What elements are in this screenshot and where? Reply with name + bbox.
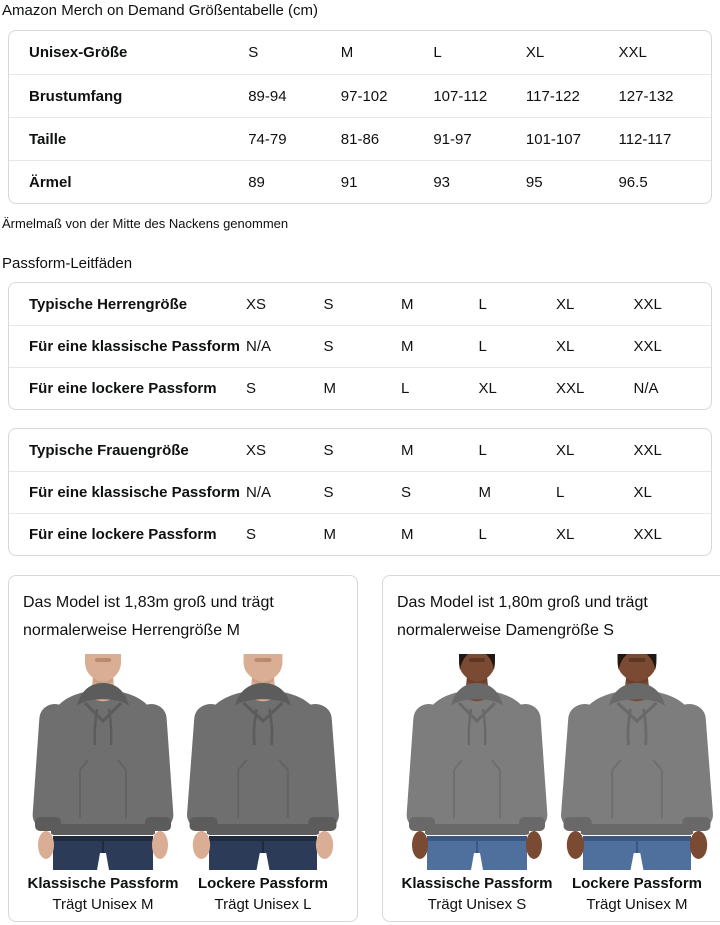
row-label: Typische Frauengröße	[29, 441, 189, 459]
size-cell: 97-102	[340, 87, 388, 105]
size-cell: M	[401, 338, 414, 355]
size-cell: XL	[556, 441, 575, 459]
fit-label: Lockere Passform	[197, 875, 329, 892]
table-row	[9, 367, 711, 409]
size-cell: S	[248, 44, 259, 61]
size-cell: XS	[246, 441, 267, 459]
row-label: Für eine klassische Passform	[29, 484, 240, 501]
size-cell: 93	[433, 173, 451, 191]
size-cell: XXL	[633, 526, 662, 543]
table-row	[9, 31, 711, 74]
wears-label: Trägt Unisex S	[427, 896, 527, 913]
size-cell: L	[556, 484, 565, 501]
male-model-loose-photo	[177, 652, 350, 870]
size-cell: M	[401, 526, 414, 543]
size-cell: 89-94	[248, 87, 287, 105]
size-cell: 95	[525, 173, 543, 191]
size-cell: 96.5	[618, 173, 648, 191]
size-cell: 117-122	[525, 87, 580, 105]
model-cards	[8, 575, 712, 922]
size-cell: L	[433, 44, 442, 61]
row-label: Für eine klassische Passform	[29, 338, 240, 355]
fit-label: Klassische Passform	[27, 875, 179, 892]
row-label: Unisex-Größe	[29, 44, 128, 61]
size-cell: XS	[246, 295, 267, 313]
table-row	[9, 160, 711, 203]
fit-label: Klassische Passform	[401, 875, 553, 892]
size-cell: 101-107	[525, 130, 581, 148]
size-cell: M	[323, 526, 336, 543]
fit-guides-heading: Passform-Leitfäden	[2, 255, 133, 272]
unisex-size-table	[8, 30, 712, 204]
size-cell: S	[323, 295, 334, 313]
model-description: Das Model ist 1,83m groß und trägt normalerweise Herrengröße M	[23, 594, 274, 639]
sleeve-note: Ärmelmaß von der Mitte des Nackens genommen	[2, 216, 289, 231]
size-cell: L	[478, 526, 487, 543]
wears-label: Trägt Unisex L	[214, 896, 312, 913]
table-row	[9, 325, 711, 367]
size-cell: S	[323, 484, 334, 501]
model-figure-loose	[183, 652, 343, 916]
table-row	[9, 74, 711, 117]
row-label: Brustumfang	[29, 87, 123, 105]
size-cell: M	[401, 441, 414, 459]
size-cell: S	[246, 526, 257, 543]
size-cell: S	[323, 338, 334, 355]
size-cell: 89	[248, 173, 265, 191]
row-label: Typische Herrengröße	[29, 295, 188, 313]
page-title: Amazon Merch on Demand Größentabelle (cm)	[2, 2, 318, 19]
size-cell: XXL	[633, 441, 662, 459]
size-cell: L	[478, 441, 487, 459]
size-cell: XXL	[618, 44, 647, 61]
size-cell: XL	[556, 338, 575, 355]
model-description: Das Model ist 1,80m groß und trägt normalerweise Damengröße S	[397, 594, 648, 639]
fit-label: Lockere Passform	[571, 875, 703, 892]
male-model-classic-photo	[23, 652, 183, 870]
fit-table-women	[8, 428, 712, 556]
row-label: Ärmel	[29, 173, 72, 191]
size-cell: M	[323, 380, 336, 397]
size-cell: 127-132	[618, 87, 674, 105]
size-cell: N/A	[633, 380, 659, 397]
row-label: Taille	[29, 130, 67, 148]
size-cell: N/A	[246, 484, 272, 501]
size-cell: 112-117	[618, 130, 672, 148]
table-row	[9, 283, 711, 325]
row-label: Für eine lockere Passform	[29, 380, 217, 397]
size-cell: XXL	[556, 380, 585, 397]
size-cell: S	[323, 441, 334, 459]
wears-label: Trägt Unisex M	[586, 896, 688, 913]
size-cell: 81-86	[340, 130, 380, 148]
size-cell: 74-79	[248, 130, 287, 148]
size-cell: S	[401, 484, 412, 501]
model-figure-classic	[397, 652, 557, 916]
row-label: Für eine lockere Passform	[29, 526, 217, 543]
size-cell: S	[246, 380, 257, 397]
table-row	[9, 117, 711, 160]
model-figure-classic	[23, 652, 183, 916]
size-cell: XXL	[633, 295, 662, 313]
table-row	[9, 429, 711, 471]
model-card-women	[382, 575, 720, 922]
size-cell: L	[401, 380, 410, 397]
size-cell: XL	[556, 295, 575, 313]
size-cell: L	[478, 338, 487, 355]
wears-label: Trägt Unisex M	[52, 896, 154, 913]
size-cell: M	[340, 44, 354, 61]
female-model-classic-photo	[397, 652, 557, 870]
size-cell: N/A	[246, 338, 272, 355]
model-figure-loose	[557, 652, 717, 916]
fit-table-men	[8, 282, 712, 410]
size-cell: L	[478, 295, 487, 313]
female-model-loose-photo	[551, 652, 720, 870]
table-row	[9, 513, 711, 555]
size-cell: XL	[633, 484, 652, 501]
size-cell: XL	[556, 526, 575, 543]
size-cell: M	[401, 295, 414, 313]
size-cell: 91-97	[433, 130, 472, 148]
table-row	[9, 471, 711, 513]
figures-row	[397, 652, 717, 916]
size-cell: XXL	[633, 338, 662, 355]
size-cell: 91	[340, 173, 358, 191]
size-cell: XL	[478, 380, 497, 397]
figures-row	[23, 652, 343, 916]
size-cell: M	[478, 484, 491, 501]
model-card-men	[8, 575, 358, 922]
size-cell: XL	[525, 44, 545, 61]
size-cell: 107-112	[433, 87, 488, 105]
